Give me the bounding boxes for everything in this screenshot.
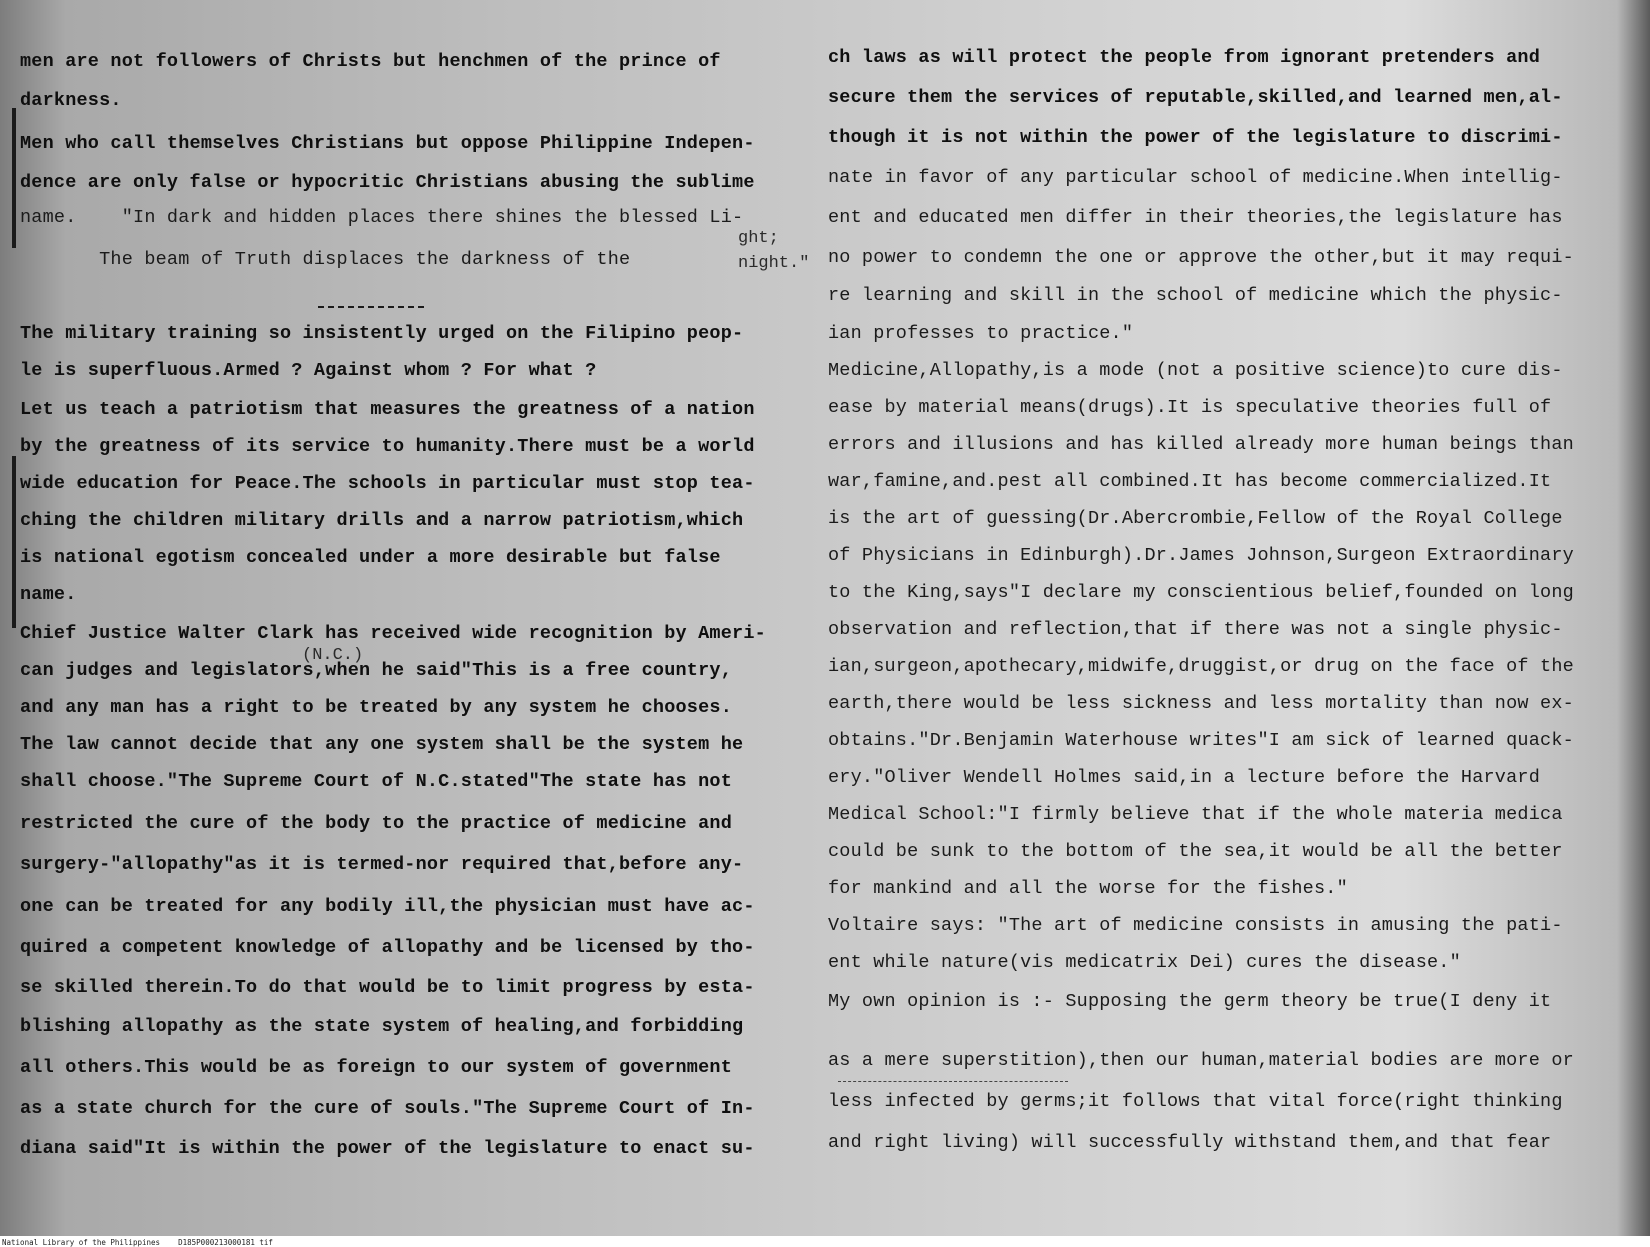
text-line: blishing allopathy as the state system of healing,and forbidding bbox=[20, 1016, 744, 1037]
text-line: Chief Justice Walter Clark has received wide recognition by Ameri- bbox=[20, 623, 766, 644]
text-line: no power to condemn the one or approve the other,but it may requi- bbox=[828, 247, 1574, 268]
text-line: The beam of Truth displaces the darkness of the bbox=[20, 249, 631, 270]
text-line: ian professes to practice." bbox=[828, 323, 1134, 344]
text-line: war,famine,and.pest all combined.It has become commercialized.It bbox=[828, 471, 1552, 492]
text-line: wide education for Peace.The schools in particular must stop tea- bbox=[20, 473, 755, 494]
margin-marker bbox=[12, 456, 16, 628]
text-line: men are not followers of Christs but henchmen of the prince of bbox=[20, 51, 721, 72]
text-line: is the art of guessing(Dr.Abercrombie,Fellow of the Royal College bbox=[828, 508, 1563, 529]
text-line: and right living) will successfully withstand them,and that fear bbox=[828, 1132, 1552, 1153]
text-line: earth,there would be less sickness and less mortality than now ex- bbox=[828, 693, 1574, 714]
text-line: secure them the services of reputable,skilled,and learned men,al- bbox=[828, 87, 1563, 108]
text-line: by the greatness of its service to humanity.There must be a world bbox=[20, 436, 755, 457]
text-line: nate in favor of any particular school of medicine.When intellig- bbox=[828, 167, 1563, 188]
text-line: ch laws as will protect the people from ignorant pretenders and bbox=[828, 47, 1541, 68]
text-line: Voltaire says: "The art of medicine consists in amusing the pati- bbox=[828, 915, 1563, 936]
text-line: restricted the cure of the body to the practice of medicine and bbox=[20, 813, 733, 834]
text-line: though it is not within the power of the legislature to discrimi- bbox=[828, 127, 1563, 148]
text-line: quired a competent knowledge of allopathy and be licensed by tho- bbox=[20, 937, 755, 958]
text-line: ease by material means(drugs).It is speculative theories full of bbox=[828, 397, 1552, 418]
text-line: ery."Oliver Wendell Holmes said,in a lecture before the Harvard bbox=[828, 767, 1541, 788]
text-line: ching the children military drills and a narrow patriotism,which bbox=[20, 510, 744, 531]
text-line: less infected by germs;it follows that vital force(right thinking bbox=[828, 1091, 1563, 1112]
text-line: is national egotism concealed under a more desirable but false bbox=[20, 547, 721, 568]
text-line: ian,surgeon,apothecary,midwife,druggist,or drug on the face of the bbox=[828, 656, 1574, 677]
text-line: Medicine,Allopathy,is a mode (not a positive science)to cure dis- bbox=[828, 360, 1563, 381]
underline-mark bbox=[838, 1081, 1068, 1082]
section-divider bbox=[318, 306, 424, 308]
text-line: name. bbox=[20, 584, 77, 605]
text-line: of Physicians in Edinburgh).Dr.James Johnson,Surgeon Extraordinary bbox=[828, 545, 1574, 566]
text-line: could be sunk to the bottom of the sea,it would be all the better bbox=[828, 841, 1563, 862]
text-line: se skilled therein.To do that would be to limit progress by esta- bbox=[20, 977, 755, 998]
text-line: as a mere superstition),then our human,material bodies are more or bbox=[828, 1050, 1574, 1071]
text-line: re learning and skill in the school of medicine which the physic- bbox=[828, 285, 1563, 306]
text-line: My own opinion is :- Supposing the germ theory be true(I deny it bbox=[828, 991, 1552, 1012]
text-line: obtains."Dr.Benjamin Waterhouse writes"I am sick of learned quack- bbox=[828, 730, 1574, 751]
text-line: Medical School:"I firmly believe that if the whole materia medica bbox=[828, 804, 1563, 825]
text-line: for mankind and all the worse for the fishes." bbox=[828, 878, 1348, 899]
text-line: Men who call themselves Christians but oppose Philippine Indepen- bbox=[20, 133, 755, 154]
archive-footer: National Library of the Philippines D185P000213000181 tif bbox=[2, 1238, 273, 1247]
text-line: observation and reflection,that if there was not a single physic- bbox=[828, 619, 1563, 640]
text-line: errors and illusions and has killed already more human beings than bbox=[828, 434, 1574, 455]
text-line: Let us teach a patriotism that measures the greatness of a nation bbox=[20, 399, 755, 420]
text-line: as a state church for the cure of souls."The Supreme Court of In- bbox=[20, 1098, 755, 1119]
text-line: name. "In dark and hidden places there shines the blessed Li- bbox=[20, 207, 744, 228]
text-line: ent while nature(vis medicatrix Dei) cures the disease." bbox=[828, 952, 1461, 973]
text-line: The law cannot decide that any one system shall be the system he bbox=[20, 734, 744, 755]
text-line: to the King,says"I declare my conscientious belief,founded on long bbox=[828, 582, 1574, 603]
text-line: shall choose."The Supreme Court of N.C.stated"The state has not bbox=[20, 771, 733, 792]
text-line: le is superfluous.Armed ? Against whom ? For what ? bbox=[20, 360, 597, 381]
text-line: one can be treated for any bodily ill,the physician must have ac- bbox=[20, 896, 755, 917]
text-line: dence are only false or hypocritic Christians abusing the sublime bbox=[20, 172, 755, 193]
text-line: darkness. bbox=[20, 90, 122, 111]
text-line: and any man has a right to be treated by any system he chooses. bbox=[20, 697, 733, 718]
text-line: ent and educated men differ in their theories,the legislature has bbox=[828, 207, 1563, 228]
margin-marker bbox=[12, 108, 16, 248]
text-line: diana said"It is within the power of the legislature to enact su- bbox=[20, 1138, 755, 1159]
text-line: all others.This would be as foreign to our system of government bbox=[20, 1057, 733, 1078]
text-line: can judges and legislators,when he said"This is a free country, bbox=[20, 660, 733, 681]
text-line: The military training so insistently urged on the Filipino peop- bbox=[20, 323, 744, 344]
insertion-note: (N.C.) bbox=[302, 646, 364, 665]
poem-line-end: night." bbox=[738, 254, 810, 273]
poem-line-end: ght; bbox=[738, 229, 779, 248]
text-line: surgery-"allopathy"as it is termed-nor required that,before any- bbox=[20, 854, 744, 875]
